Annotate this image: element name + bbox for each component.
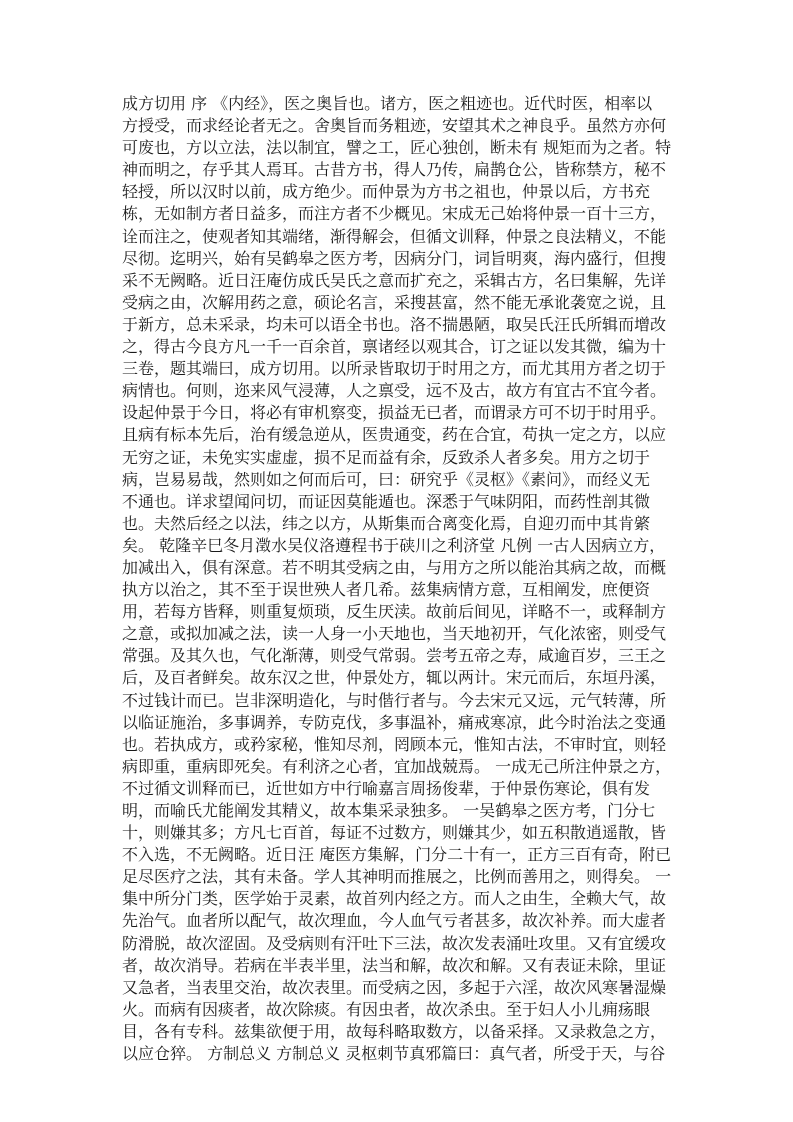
text-line: 之，得古今良方凡一千一百余首，禀诸经以观其合，订之证以发其微，编为十 bbox=[122, 337, 667, 357]
text-line: 明，而喻氏尤能阐发其精义，故本集采录独多。 一吴鹤皋之医方考，门分七 bbox=[122, 801, 656, 820]
text-line: 轻授，所以汉时以前，成方绝少。而仲景为方书之祖也，仲景以后，方书充 bbox=[122, 182, 651, 202]
text-line: 受病之由，次解用药之意，硕论名言，采搜甚富，然不能无承讹袭宽之说，且 bbox=[122, 292, 667, 312]
text-line: 病，岂易易哉，然则如之何而后可，曰：研究乎《灵枢》《素问》，而经义无 bbox=[122, 469, 651, 489]
text-line: 矣。 乾隆辛巳冬月澂水吴仪洛遵程书于硖川之利济堂 凡例 一古人因病立方， bbox=[122, 535, 666, 555]
text-line: 也。夫然后经之以法，纬之以方，从斯集而合离变化焉，自迎刃而中其肯綮 bbox=[122, 513, 651, 533]
text-line: 以临证施治，多事调养，专防克伐，多事温补，痛戒寒凉，此今时治法之变通 bbox=[122, 712, 667, 732]
text-line: 以应仓猝。 方制总义 方制总义 灵枢刺节真邪篇曰：真气者，所受于天，与谷 bbox=[122, 1044, 666, 1064]
text-line: 诠而注之，使观者知其端绪，渐得解会，但循文训释，仲景之良法精义，不能 bbox=[122, 226, 667, 246]
text-line: 目，各有专科。兹集欲便于用，故每科略取数方，以备采择。又录救急之方， bbox=[122, 1021, 667, 1041]
text-line: 不通也。详求望闻问切，而证因莫能遁也。深悉于气味阴阳，而药性剖其微 bbox=[122, 491, 651, 511]
text-line: 加减出入，俱有深意。若不明其受病之由，与用方之所以能治其病之故，而概 bbox=[122, 557, 667, 577]
text-line: 栋，无如制方者日益多，而注方者不少概见。宋成无己始将仲景一百十三方， bbox=[122, 204, 667, 224]
text-line: 病即重，重病即死矣。有利济之心者，宜加战兢焉。 一成无己所注仲景之方， bbox=[122, 756, 672, 776]
text-line: 不过钱计而已。岂非深明造化，与时偕行者与。今去宋元又远，元气转薄，所 bbox=[122, 690, 667, 710]
text-line: 尽彻。迄明兴，始有吴鹤皋之医方考，因病分门，词旨明爽，海内盛行，但搜 bbox=[122, 248, 667, 268]
text-line: 执方以治之，其不至于误世殃人者几希。兹集病情方意，互相阐发，庶便资 bbox=[122, 580, 651, 600]
text-line: 也。若执成方，或矜家秘，惟知尽剂，罔顾本元，惟知古法，不审时宜，则轻 bbox=[122, 734, 667, 754]
text-line: 且病有标本先后，治有缓急逆从，医贵通变，药在合宜，苟执一定之方，以应 bbox=[122, 425, 667, 445]
text-line: 不过循文训释而已，近世如方中行喻嘉言周扬俊辈，于仲景伤寒论，俱有发 bbox=[122, 778, 651, 798]
text-line: 方授受，而求经论者无之。舍奥旨而务粗迹，安望其术之神良乎。虽然方亦何 bbox=[122, 116, 667, 136]
text-line: 可废也，方以立法，法以制宜，譬之工，匠心独创，断未有 规矩而为之者。特 bbox=[122, 138, 672, 158]
text-line: 设起仲景于今日，将必有审机察变，损益无已者，而谓录方可不切于时用乎。 bbox=[122, 403, 667, 423]
text-line: 常强。及其久也，气化渐薄，则受气常弱。尝考五帝之寿，咸逾百岁，三王之 bbox=[122, 646, 667, 666]
text-line: 集中所分门类，医学始于灵素，故首列内经之方。而人之由生，全赖大气，故 bbox=[122, 889, 667, 909]
text-line: 后，及百者鲜矣。故东汉之世，仲景处方，辄以两计。宋元而后，东垣丹溪， bbox=[122, 668, 667, 688]
text-line: 又急者，当表里交治，故次表里。而受病之因，多起于六淫，故次风寒暑湿燥 bbox=[122, 977, 667, 997]
text-line: 先治气。血者所以配气，故次理血，今人血气亏者甚多，故次补养。而大虚者 bbox=[122, 911, 667, 931]
text-line: 成方切用 序 《内经》，医之奥旨也。诸方，医之粗迹也。近代时医，相率以 bbox=[122, 94, 653, 113]
text-line: 火。而病有因痰者，故次除痰。有因虫者，故次杀虫。至于妇人小儿痈疡眼 bbox=[122, 999, 651, 1019]
text-line: 无穷之证，未免实实虚虚，损不足而益有余，反致杀人者多矣。用方之切于 bbox=[122, 447, 651, 467]
text-line: 于新方，总未采录，均未可以语全书也。洛不揣愚陋，取吴氏汪氏所辑而增改 bbox=[122, 314, 667, 334]
text-line: 三卷，题其端曰，成方切用。以所录皆取切于时用之方，而尤其用方者之切于 bbox=[122, 359, 667, 379]
text-line: 足尽医疗之法，其有未备。学人其神明而推展之，比例而善用之，则得矣。 一 bbox=[122, 867, 672, 887]
text-line: 十，则嫌其多；方凡七百首，每证不过数方，则嫌其少，如五积散逍遥散，皆 bbox=[122, 823, 667, 843]
text-line: 用，若每方皆释，则重复烦琐，反生厌渎。故前后间见，详略不一，或释制方 bbox=[122, 602, 667, 622]
text-line: 之意，或拟加减之法，读一人身一小天地也，当天地初开，气化浓密，则受气 bbox=[122, 624, 667, 644]
text-line: 防滑脱，故次涩固。及受病则有汗吐下三法，故次发表涌吐攻里。又有宜缓攻 bbox=[122, 933, 667, 953]
text-line: 者，故次消导。若病在半表半里，法当和解，故次和解。又有表证未除，里证 bbox=[122, 955, 667, 975]
text-line: 不入选，不无阙略。近日汪 庵医方集解，门分二十有一，正方三百有奇，附已 bbox=[122, 845, 672, 865]
text-line: 神而明之，存乎其人焉耳。古昔方书，得人乃传，扁鹊仓公，皆称禁方，秘不 bbox=[122, 160, 667, 180]
text-line: 病情也。何则，迩来风气浸薄，人之禀受，远不及古，故方有宜古不宜今者。 bbox=[122, 381, 667, 401]
text-line: 采不无阙略。近日汪庵仿成氏吴氏之意而扩充之，采辑古方，名曰集解，先详 bbox=[122, 270, 667, 290]
body-text bbox=[122, 93, 682, 1065]
